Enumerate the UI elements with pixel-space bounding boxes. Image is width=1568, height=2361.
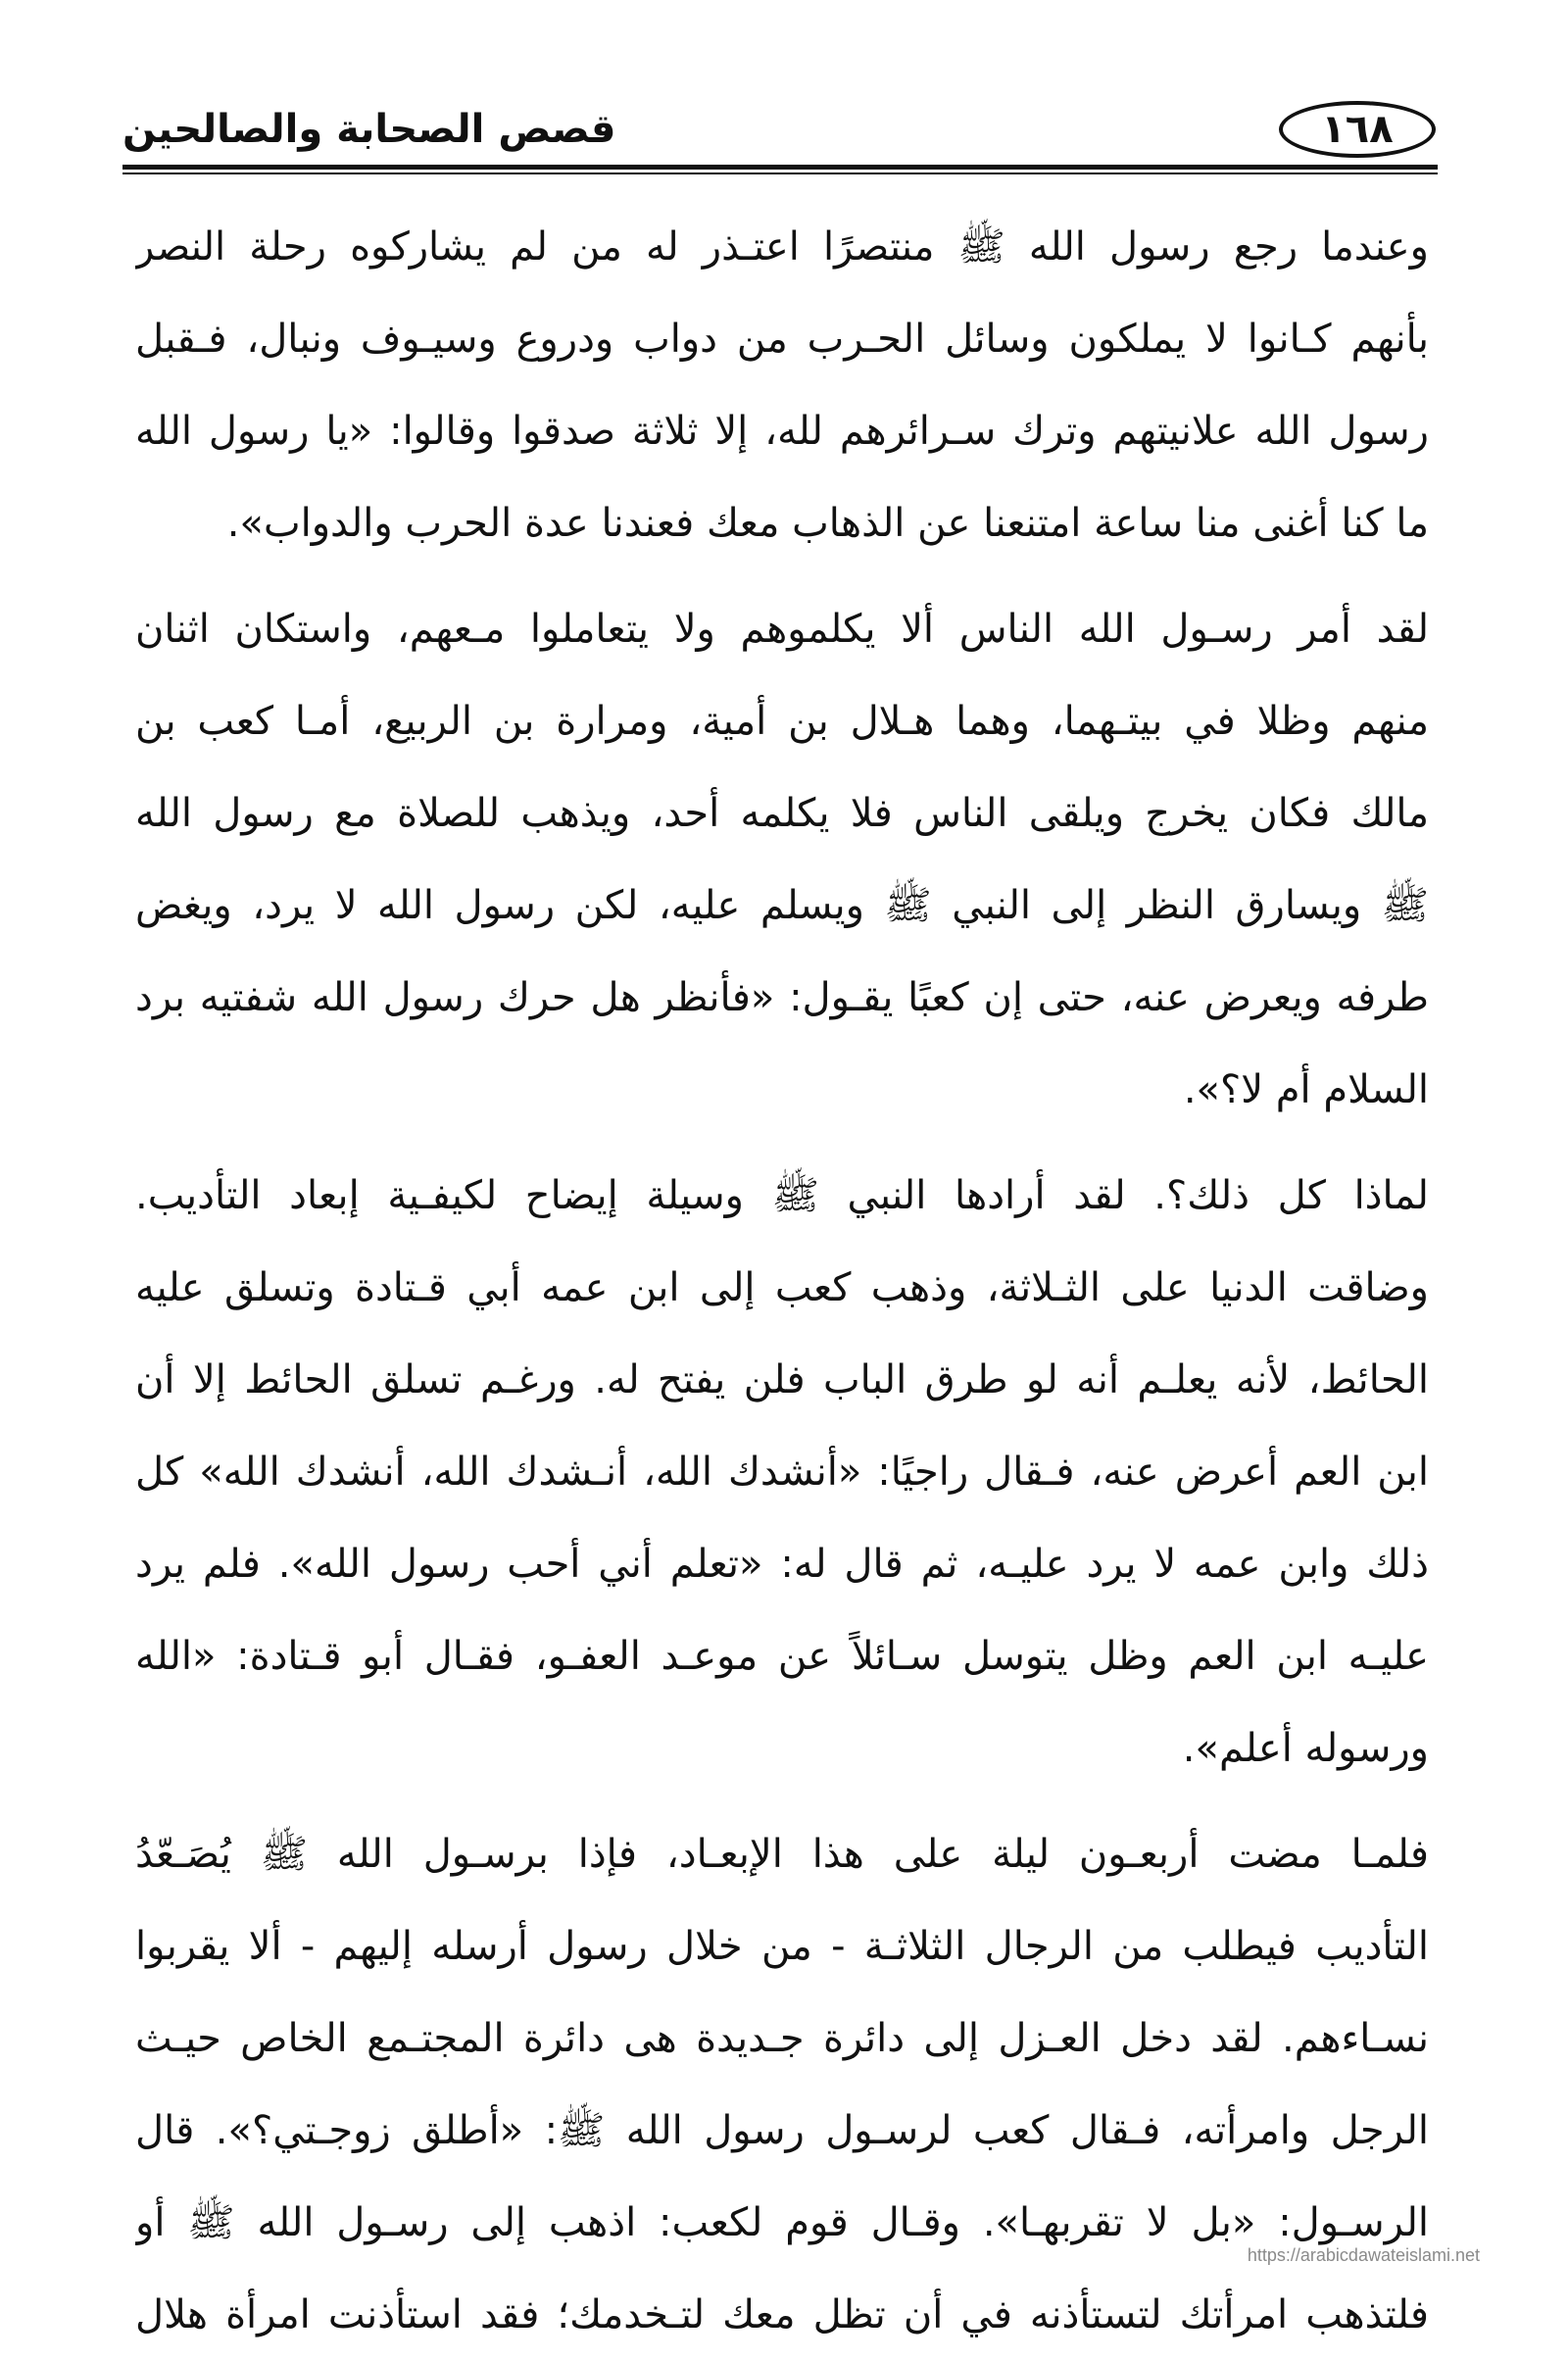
text-line: وعندما رجع رسول الله ﷺ منتصرًا اعتـذر له من لم يشاركوه رحلة النصر xyxy=(135,224,1429,270)
text-line: مالك فكان يخرج ويلقى الناس فلا يكلمه أحد، ويذهب للصلاة مع رسول الله xyxy=(135,791,1429,836)
text-line: الحائط، لأنه يعلـم أنه لو طرق الباب فلن يفتح له. ورغـم تسلق الحائط إلا أن xyxy=(135,1357,1429,1402)
text-line: فلتذهب امرأتك لتستأذنه في أن تظل معك لتـخدمك؛ فقد استأذنت امرأة هلال xyxy=(135,2292,1429,2337)
text-line: لماذا كل ذلك؟. لقد أرادها النبي ﷺ وسيلة إيضاح لكيفـية إبعاد التأديب. xyxy=(135,1173,1429,1218)
paragraph xyxy=(135,1808,1429,2361)
text-line: طرفه ويعرض عنه، حتى إن كعبًا يقـول: «فأنظر هل حرك رسول الله شفتيه برد xyxy=(135,975,1429,1020)
text-line: بأنهم كـانوا لا يملكون وسائل الحـرب من دواب ودروع وسيـوف ونبال، فـقبل xyxy=(135,317,1429,362)
page-header xyxy=(122,93,1436,172)
text-line: ﷺ ويسارق النظر إلى النبي ﷺ ويسلم عليه، لكن رسول الله لا يرد، ويغض xyxy=(135,883,1429,928)
paragraph xyxy=(135,583,1429,1136)
text-line: ما كنا أغنى منا ساعة امتنعنا عن الذهاب معك فعندنا عدة الحرب والدواب». xyxy=(226,501,1429,546)
source-url-watermark: https://arabicdawateislami.net xyxy=(1247,2245,1480,2265)
header-divider-thin xyxy=(122,172,1438,174)
text-line: فلمـا مضت أربعـون ليلة على هذا الإبعـاد، فإذا برسـول الله ﷺ يُصَـعّدُ xyxy=(135,1832,1429,1877)
text-line: نسـاءهم. لقد دخل العـزل إلى دائرة جـديدة هى دائرة المجتـمع الخاص حيـث xyxy=(135,2016,1429,2061)
text-line: لقد أمر رسـول الله الناس ألا يكلموهم ولا يتعاملوا مـعهم، واستكان اثنان xyxy=(135,607,1429,652)
text-line: رسول الله علانيتهم وترك سـرائرهم لله، إلا ثلاثة صدقوا وقالوا: «يا رسول الله xyxy=(135,409,1429,454)
text-line: الرسـول: «بل لا تقربهـا». وقـال قوم لكعب: اذهب إلى رسـول الله ﷺ أو xyxy=(135,2200,1429,2245)
body-text xyxy=(135,201,1429,2361)
paragraph xyxy=(135,1150,1429,1795)
text-line: التأديب فيطلب من الرجال الثلاثـة - من خلال رسول أرسله إليهم - ألا يقربوا xyxy=(135,1924,1429,1969)
text-line: عليـه ابن العم وظل يتوسل سـائلاً عن موعـد العفـو، فقـال أبو قـتادة: «الله xyxy=(135,1634,1429,1679)
text-line: منهم وظلا في بيتـهما، وهما هـلال بن أمية، ومرارة بن الربيع، أمـا كعب بن xyxy=(135,699,1429,744)
text-line: ذلك وابن عمه لا يرد عليـه، ثم قال له: «تعلم أني أحب رسول الله». فلم يرد xyxy=(135,1542,1429,1587)
paragraph xyxy=(135,201,1429,569)
page-number: ١٦٨ xyxy=(1279,101,1436,158)
book-title: قصص الصحابة والصالحين xyxy=(122,107,616,152)
text-line: وضاقت الدنيا على الثـلاثة، وذهب كعب إلى ابن عمه أبي قـتادة وتسلق عليه xyxy=(135,1265,1429,1310)
text-line: ورسوله أعلم». xyxy=(1182,1726,1429,1771)
text-line: السلام أم لا؟». xyxy=(1183,1067,1429,1112)
header-divider xyxy=(122,165,1438,170)
text-line: ابن العم أعرض عنه، فـقال راجيًا: «أنشدك الله، أنـشدك الله، أنشدك الله» كل xyxy=(135,1450,1429,1495)
text-line: الرجل وامرأته، فـقال كعب لرسـول رسول الله ﷺ: «أطلق زوجـتي؟». قال xyxy=(135,2108,1429,2153)
